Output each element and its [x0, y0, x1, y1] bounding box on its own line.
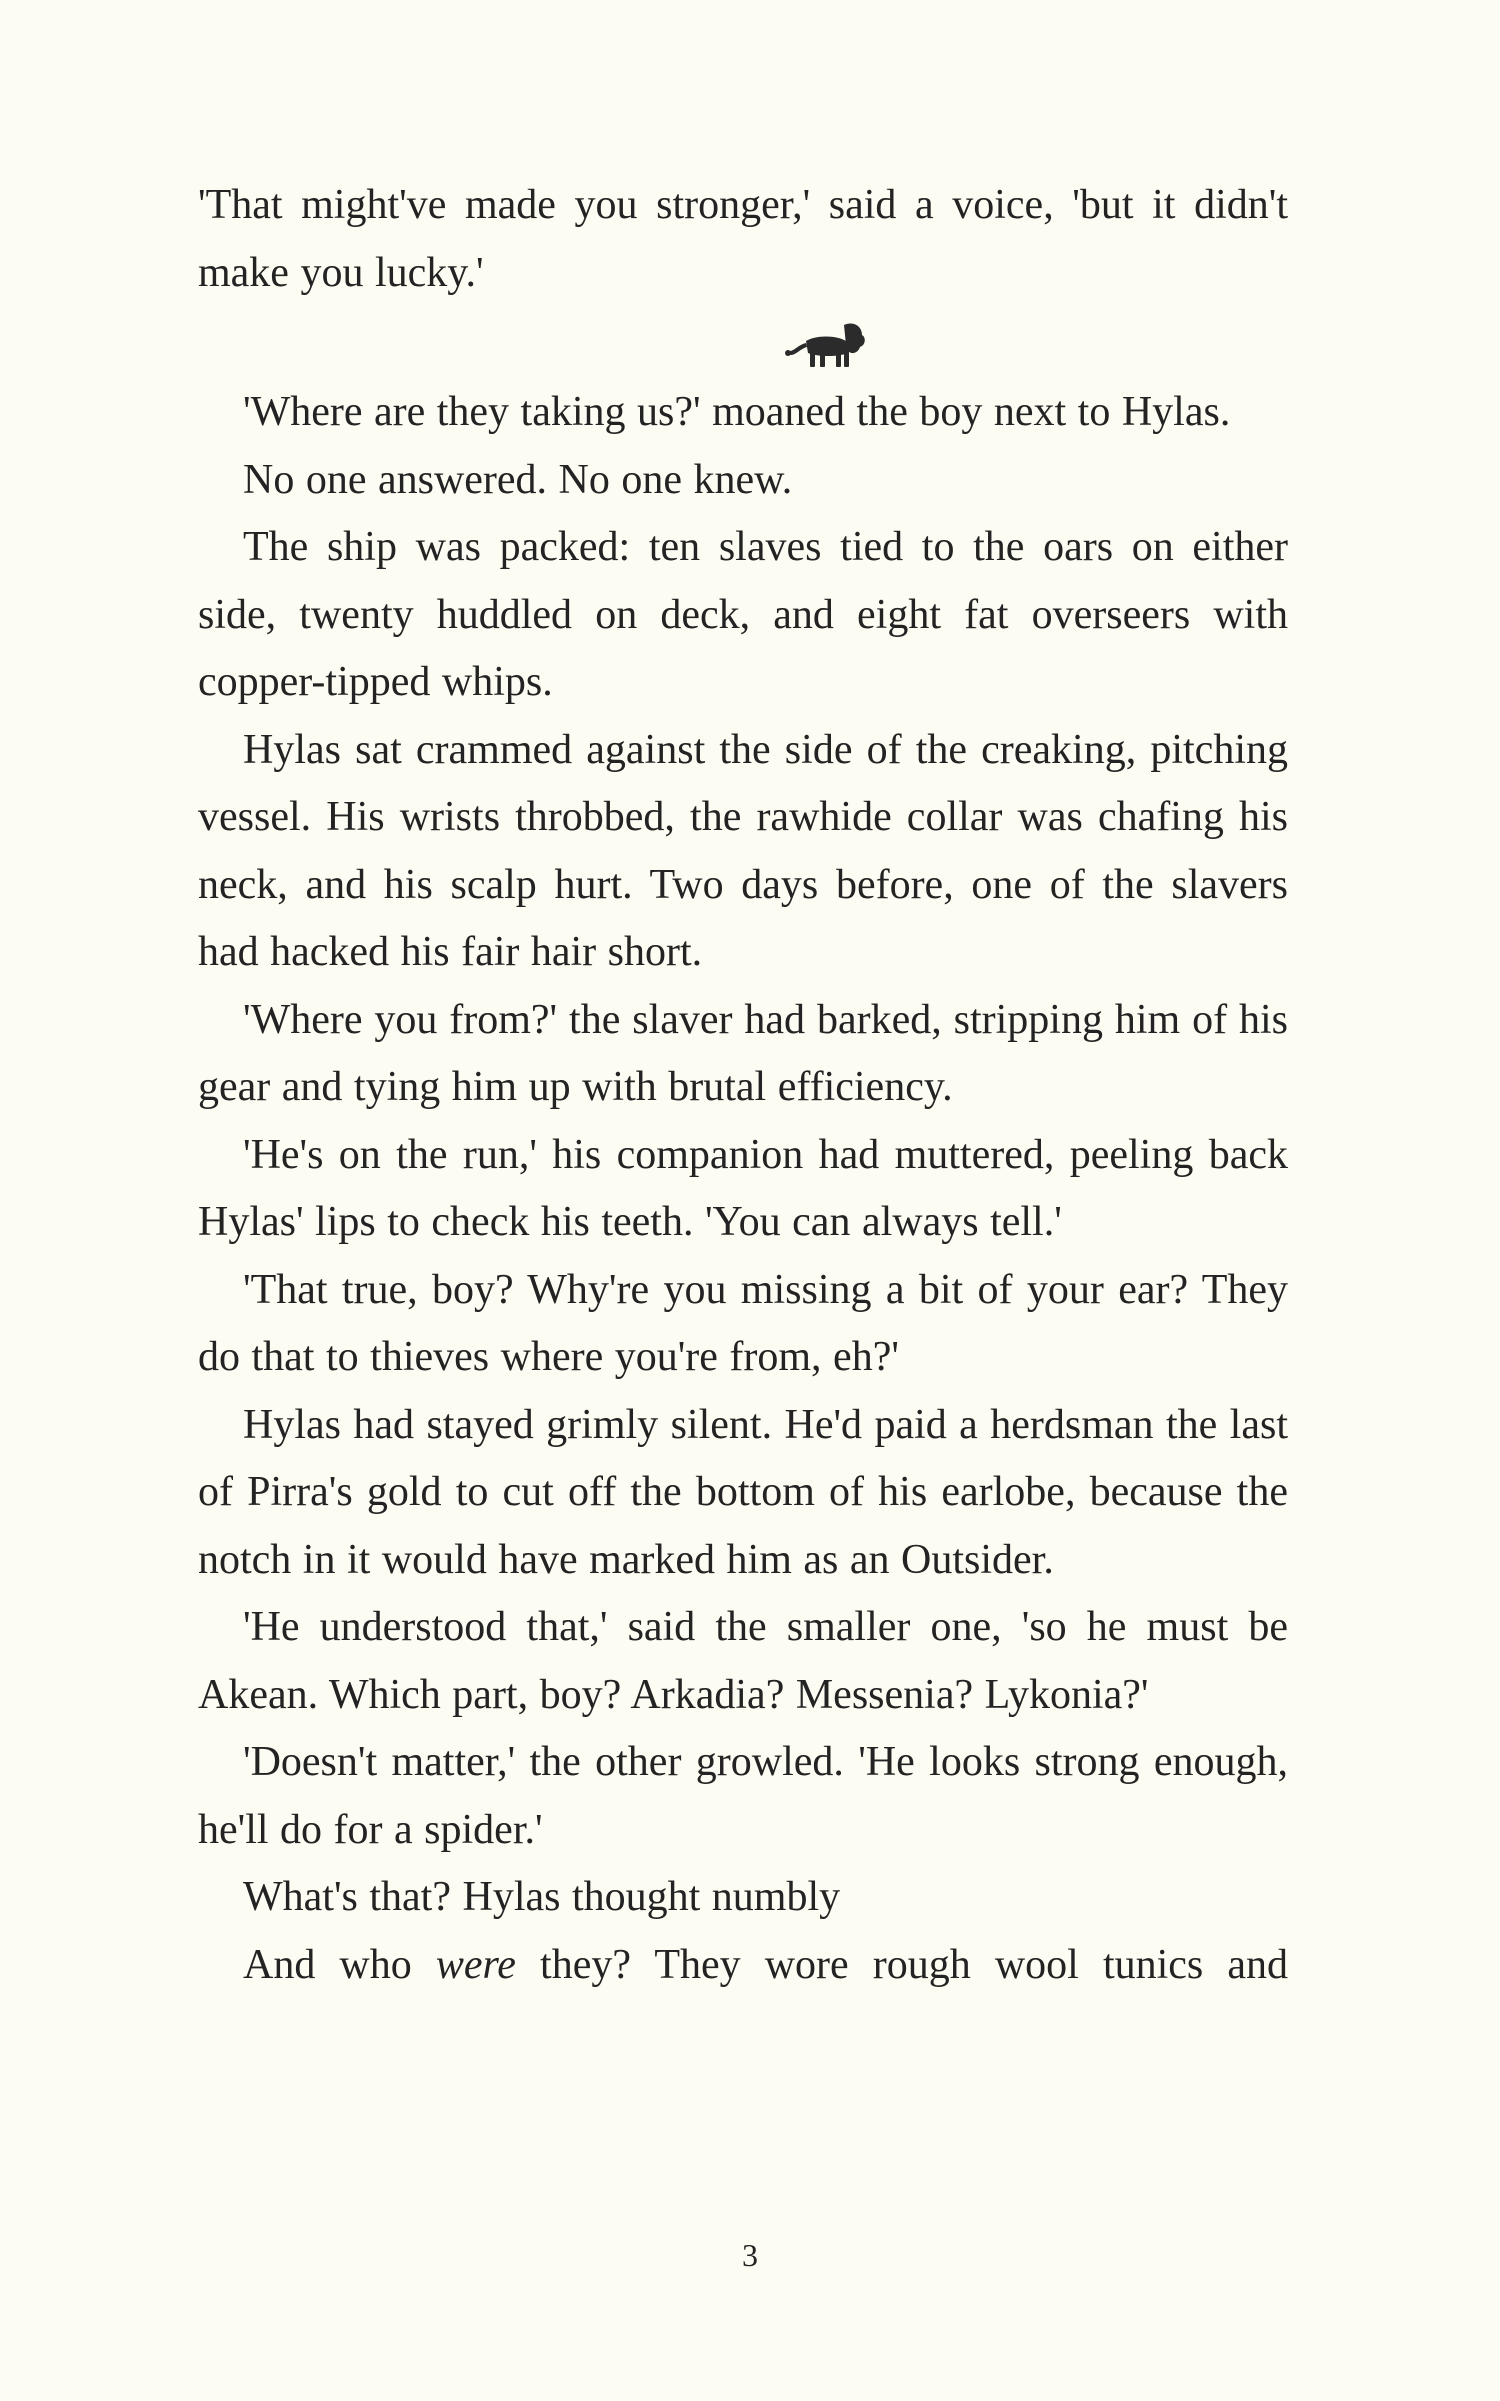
paragraph: 'That true, boy? Why're you missing a bit of your ear? They do that to thieves where you're from, eh?': [198, 1266, 1288, 1380]
paragraph: 'Where you from?' the slaver had barked, stripping him of his gear and tying him up with brutal efficiency.: [198, 996, 1288, 1110]
paragraph: No one answered. No one knew.: [243, 456, 793, 503]
paragraph: 'He understood that,' said the smaller one, 'so he must be Akean. Which part, boy? Arkadia? Messenia? Lykonia?': [198, 1604, 1288, 1718]
body-text: [198, 172, 1288, 1999]
paragraph: 'That might've made you stronger,' said a voice, 'but it didn't make you lucky.': [198, 182, 1288, 296]
emphasis: were: [435, 1941, 516, 1988]
lion-icon: [782, 315, 872, 375]
paragraph: Hylas sat crammed against the side of the creaking, pitching vessel. His wrists throbbed, the rawhide collar was chafing his neck, and his scalp hurt. Two days before, one of the slavers had hacked his fair hair short.: [198, 726, 1288, 975]
paragraph: 'He's on the run,' his companion had muttered, peeling back Hylas' lips to check his teeth. 'You can always tell.': [198, 1131, 1288, 1245]
paragraph: What's that? Hylas thought numbly: [243, 1874, 841, 1920]
paragraph: 'Doesn't matter,' the other growled. 'He looks strong enough, he'll do for a spider.': [198, 1739, 1288, 1853]
paragraph: 'Where are they taking us?' moaned the boy next to Hylas.: [243, 389, 1231, 435]
paragraph: And who were they? They wore rough wool tunics and: [243, 1941, 1288, 1988]
paragraph: The ship was packed: ten slaves tied to the oars on either side, twenty huddled on deck, and eight fat overseers with copper-tipped whips.: [198, 524, 1288, 705]
paragraph: Hylas had stayed grimly silent. He'd paid a herdsman the last of Pirra's gold to cut off the bottom of his earlobe, because the notch in it would have marked him as an Outsider.: [198, 1401, 1288, 1583]
page-number: 3: [742, 2237, 758, 2273]
